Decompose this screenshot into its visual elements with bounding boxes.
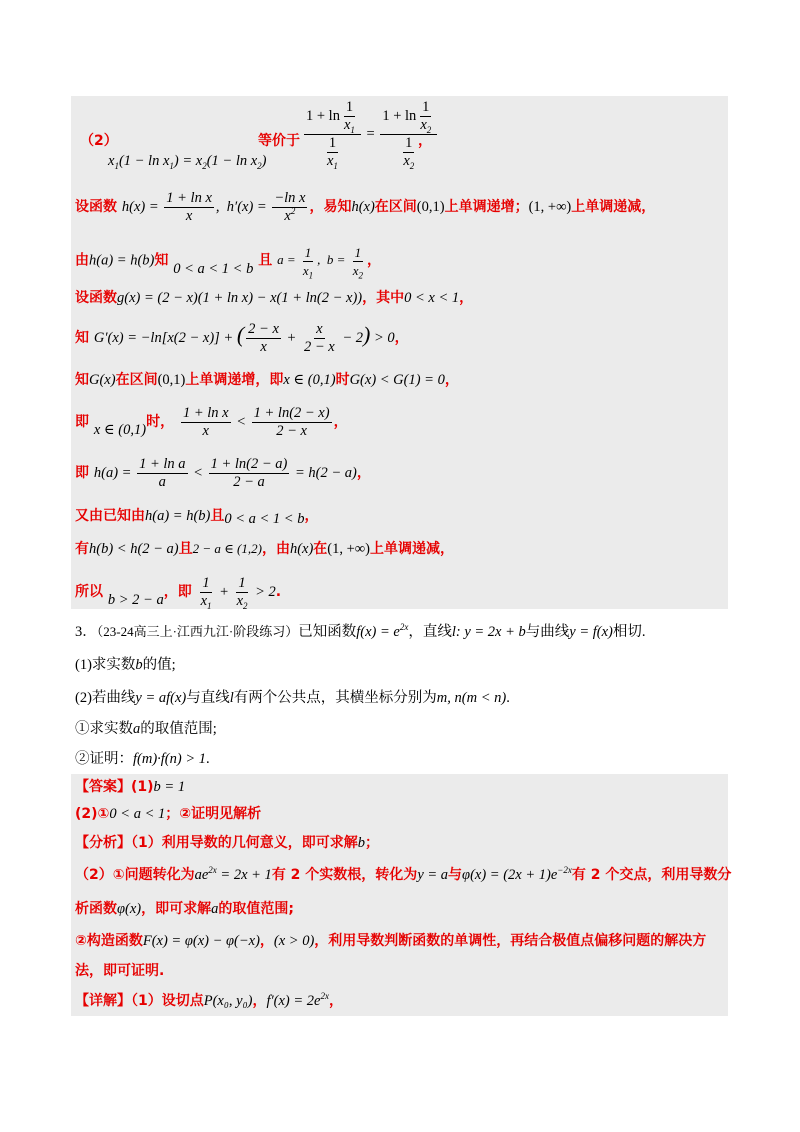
final-inequality: $\frac{1}{x_1}$ + $\frac{1}{x_2}$ > 2	[200, 575, 276, 611]
analysis-line-2: （2）①问题转化为$ae^{2x} = 2x + 1$有 2 个实数根，转化为y = a与$\varphi(x) = (2x + 1)e^{-2x}$有 2 个交点，利用导数分	[75, 865, 732, 883]
G-derivative-line: 知 G′(x) = −ln[x(2 − x)] + ( $\frac{2 - x}{x}$ + $\frac{x}{2 - x}$ − 2) > 0，	[75, 321, 409, 355]
part2-eq-left: $x_1(1 - \ln x_1) = x_2(1 - \ln x_2)$	[108, 153, 267, 171]
f-prime-expr: $f'(x) = 2e^{2x}$	[266, 991, 329, 1009]
answer-line-1: 【答案】(1)b = 1	[75, 779, 186, 795]
part2-label: （2）	[80, 133, 118, 149]
detail-line-1: 【详解】（1）设切点P(x₀, y₀)，$f'(x) = 2e^{2x}$，	[75, 991, 343, 1009]
a-b-definition: a = $\frac{1}{x_1}$ , b = $\frac{1}{x_2}$	[277, 245, 363, 281]
phi-definition: $\varphi(x) = (2x + 1)e^{-2x}$	[462, 865, 572, 883]
answer-line-2: (2)①0 < a < 1；②证明见解析	[75, 806, 262, 822]
h-inequality-expr: h(a) = $\frac{\text{1 + ln a}}{a}$ < $\frac{1 + \ln(2 - a)}{2 - a}$ = h(2 − a)	[93, 456, 357, 490]
analysis-line-4: ②构造函数F(x) = φ(x) − φ(−x)，(x > 0)，利用导数判断函数的单调性，再结合极值点偏移问题的解决方	[75, 933, 707, 949]
define-h-line: 设函数 h(x) = $\frac{\text{1 + ln x}}{x}$ , h′(x) = $\frac{\text{−ln x}}{x^2}$ ，易知h(x)在区间(0,1)上单调递增；(1, +∞)上单调递减，	[75, 190, 656, 224]
h-inequality-line: 即 h(a) = $\frac{\text{1 + ln a}}{a}$ < $\frac{1 + \ln(2 - a)}{2 - a}$ = h(2 − a)，	[75, 456, 371, 490]
problem3-stem: 3．（23-24高三上·江西九江·阶段练习）已知函数$f(x) = e^{2x}$，直线l: y = 2x + b与曲线y = f(x)相切.	[75, 622, 646, 640]
equiv-comma: ，	[418, 133, 432, 149]
equiv-fraction-expr: 1 + ln $\frac{1}{x_1}$ $\frac{1}{x_1}$ = 1 + ln $\frac{1}{x_2}$ $\frac{1}{x_2}$	[302, 99, 439, 170]
problem3-q1: (1)求实数b的值;	[75, 657, 176, 673]
hb-inequality-line: 有h(b) < h(2 − a)且2 − a ∈ (1,2)，由h(x)在(1, +∞)上单调递减，	[75, 541, 454, 557]
analysis-line-3: 析函数φ(x)，即可求解a的取值范围;	[75, 901, 294, 917]
analysis-line-1: 【分析】（1）利用导数的几何意义，即可求解b；	[75, 835, 379, 851]
x-inequality-expr: $\frac{\text{1 + ln x}}{x}$ < $\frac{1 + \ln(2 - x)}{2 - x}$	[182, 405, 330, 439]
analysis-line-5: 法，即可证明.	[75, 963, 165, 979]
define-g-line: 设函数g(x) = (2 − x)(1 + ln x) − x(1 + ln(2 − x))，其中0 < x < 1，	[75, 290, 474, 306]
G-increasing-line: 知G(x)在区间(0,1)上单调递增，即x ∈ (0,1)时G(x) < G(1) = 0，	[75, 372, 459, 388]
also-known-line: 又由已知由h(a) = h(b)且0 < a < 1 < b，	[75, 508, 319, 527]
problem3-q2-2: ②证明：f(m)·f(n) > 1.	[75, 751, 210, 767]
an2-equation: $ae^{2x} = 2x + 1$	[194, 865, 272, 883]
f-definition: $f(x) = e^{2x}$	[356, 622, 409, 640]
problem3-q2: (2)若曲线y = af(x)与直线l有两个公共点，其横坐标分别为m, n(m < n).	[75, 690, 510, 706]
ha-hb-line: 由h(a) = h(b)知 0 < a < 1 < b 且 a = $\frac{1}{x_1}$ , b = $\frac{1}{x_2}$ ，	[75, 245, 381, 281]
problem3-q2-1: ①求实数a的取值范围;	[75, 721, 217, 737]
equiv-text: 等价于	[258, 133, 300, 149]
h-definition: h(x) = $\frac{\text{1 + ln x}}{x}$ , h′(x) = $\frac{\text{−ln x}}{x^2}$	[121, 190, 306, 224]
x-inequality-line: 即 x ∈ (0,1)时， $\frac{\text{1 + ln x}}{x}$ < $\frac{1 + \ln(2 - x)}{2 - x}$ ，	[75, 405, 348, 439]
G-derivative-expr: G′(x) = −ln[x(2 − x)] + ( $\frac{2 - x}{x}$ + $\frac{x}{2 - x}$ − 2) > 0	[93, 321, 395, 355]
conclusion-line: 所以 b > 2 − a，即 $\frac{1}{x_1}$ + $\frac{1}{x_2}$ > 2.	[75, 575, 282, 611]
